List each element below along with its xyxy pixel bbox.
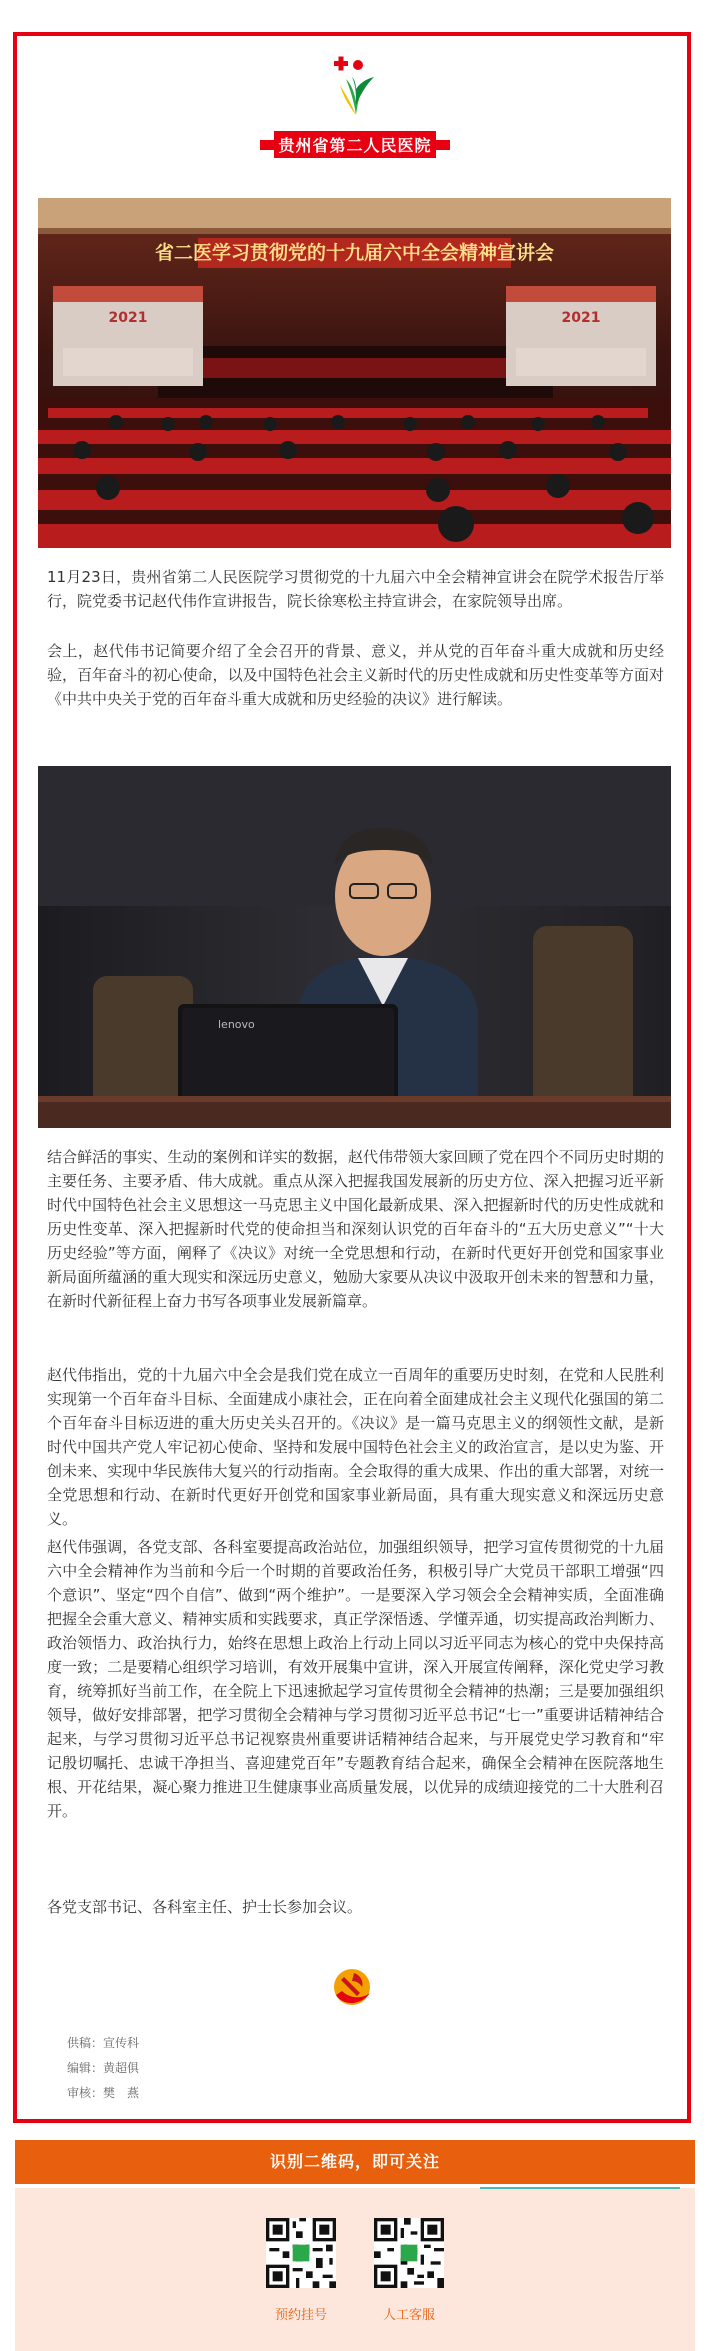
qr-label-customer-service: 人工客服 bbox=[382, 2308, 435, 2323]
qr-code-area bbox=[15, 2188, 695, 2351]
accent-line bbox=[480, 2187, 680, 2189]
hospital-name-banner bbox=[0, 131, 710, 155]
screen-left-text: 2021 bbox=[108, 310, 148, 326]
laptop-brand-text: lenovo bbox=[218, 1018, 255, 1031]
hall-banner-text: 省二医学习贯彻党的十九届六中全会精神宣讲会 bbox=[154, 242, 555, 264]
follow-banner: 识别二维码，即可关注 bbox=[15, 2140, 695, 2184]
speaker-photo bbox=[38, 766, 671, 1128]
lecture-hall-illustration bbox=[38, 198, 671, 548]
credit-reviewer: 审核：樊 燕 bbox=[67, 2086, 140, 2100]
credit-source: 供稿：宣传科 bbox=[67, 2036, 140, 2050]
article-paragraph-5: 赵代伟强调，各党支部、各科室要提高政治站位，加强组织领导，把学习宣传贯彻党的十九届六中全会精神作为当前和今后一个时期的首要政治任务，积极引导广大党员干部职工增强“四个意识”、坚定“四个自信”、做到“两个维护”。一是要深入学习领会全会精神实质，全面准确把握全会重大意义、精神实质和实践要求，真正学深悟透、学懂弄通，切实提高政治判断力、政治领悟力、政治执行力，始终在思想上政治上行动上同以习近平同志为核心的党中央保持高度一致；二是要精心组织学习培训，有效开展集中宣讲，深入开展宣传阐释，深化党史学习教育，统筹抓好当前工作，在全院上下迅速掀起学习宣传贯彻全会精神的热潮；三是要加强组织领导，做好安排部署，把学习贯彻全会精神与学习贯彻习近平总书记“七一”重要讲话精神结合起来，与学习贯彻习近平总书记视察贵州重要讲话精神结合起来，与开展党史学习教育和“牢记殷切嘱托、忠诚干净担当、喜迎建党百年”专题教育结合起来，确保全会精神在医院落地生根、开花结果，凝心聚力推进卫生健康事业高质量发展，以优异的成绩迎接党的二十大胜利召开。 bbox=[47, 1538, 664, 1820]
hospital-logo bbox=[332, 55, 378, 117]
credits-block bbox=[67, 2031, 139, 2106]
article-paragraph-3: 结合鲜活的事实、生动的案例和详实的数据，赵代伟带领大家回顾了党在四个不同历史时期的主要任务、主要矛盾、伟大成就。重点从深入把握我国发展新的历史方位、深入把握习近平新时代中国特色社会主义思想这一马克思主义中国化最新成果、深入把握新时代的历史性成就和历史性变革、深入把握新时代党的使命担当和深刻认识党的百年奋斗的“五大历史意义”“十大历史经验”等方面，阐释了《决议》对统一全党思想和行动，在新时代更好开创党和国家事业新局面所蕴涵的重大现实和深远历史意义，勉励大家要从决议中汲取开创未来的智慧和力量，在新时代新征程上奋力书写各项事业发展新篇章。 bbox=[47, 1148, 664, 1310]
qr-code-customer-service-icon[interactable] bbox=[374, 2218, 444, 2288]
screen-right-text: 2021 bbox=[561, 310, 601, 326]
article-paragraph-6: 各党支部书记、各科室主任、护士长参加会议。 bbox=[47, 1898, 363, 1916]
article-paragraph-2: 会上，赵代伟书记简要介绍了全会召开的背景、意义，并从党的百年奋斗重大成就和历史经验，百年奋斗的初心使命，以及中国特色社会主义新时代的历史性成就和历史性变革等方面对《中共中央关于党的百年奋斗重大成就和历史经验的决议》进行解读。 bbox=[47, 642, 664, 708]
hospital-name: 贵州省第二人民医院 bbox=[274, 131, 435, 158]
decor-bar-left bbox=[260, 140, 274, 150]
lecture-hall-photo bbox=[38, 198, 671, 548]
credit-editor: 编辑：黄超俱 bbox=[67, 2061, 140, 2075]
article-paragraph-4: 赵代伟指出，党的十九届六中全会是我们党在成立一百周年的重要历史时刻，在党和人民胜利实现第一个百年奋斗目标、全面建成小康社会，正在向着全面建成社会主义现代化强国的第二个百年奋斗目标迈进的重大历史关头召开的。《决议》是一篇马克思主义的纲领性文献，是新时代中国共产党人牢记初心使命、坚持和发展中国特色社会主义的政治宣言，是以史为鉴、开创未来、实现中华民族伟大复兴的行动指南。全会取得的重大成果、作出的重大部署，对统一全党思想和行动、在新时代更好开创党和国家事业新局面，具有重大现实意义和深远历史意义。 bbox=[47, 1366, 664, 1528]
decor-bar-right bbox=[436, 140, 450, 150]
qr-code-appointment-icon[interactable] bbox=[266, 2218, 336, 2288]
article-paragraph-1: 11月23日，贵州省第二人民医院学习贯彻党的十九届六中全会精神宣讲会在院学术报告厅举行，院党委书记赵代伟作宣讲报告，院长徐寒松主持宣讲会，在家院领导出席。 bbox=[47, 568, 664, 610]
party-emblem-icon bbox=[330, 1965, 374, 2009]
qr-label-appointment: 预约挂号 bbox=[274, 2308, 327, 2323]
speaker-illustration bbox=[38, 766, 671, 1128]
